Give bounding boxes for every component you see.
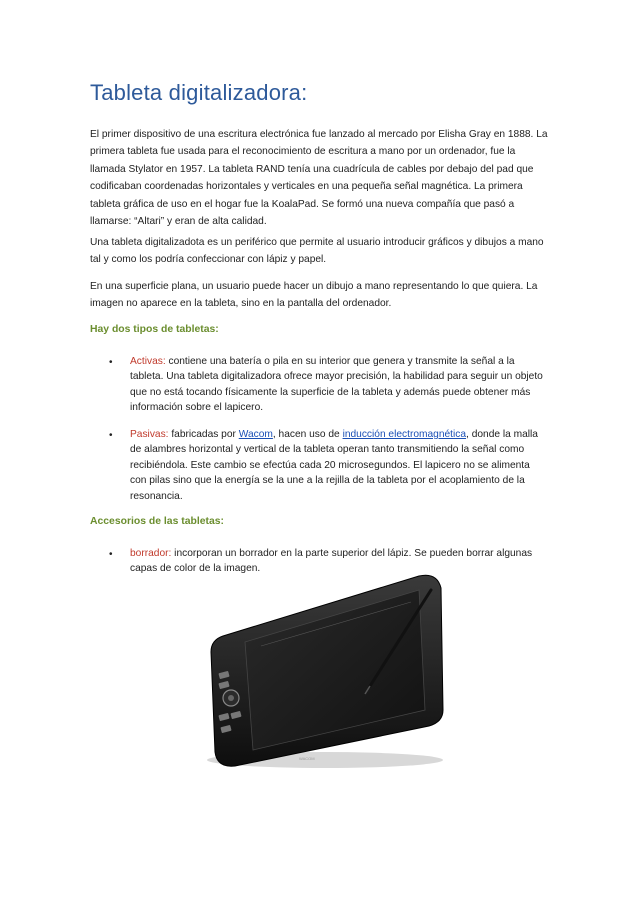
term-activas: Activas: (130, 356, 166, 367)
bullet-icon: • (109, 549, 113, 560)
item-text: contiene una batería o pila en su interior que genera y transmite la señal a la tableta. Una tableta digitalizadora ofrece mayor precisión, la habilidad para seguir un objeto que no está tocando físicamente la superficie de la tableta y además puede obtener más información sobre el lapicero. (130, 356, 543, 414)
paragraph-usage: En una superficie plana, un usuario puede hacer un dibujo a mano representando lo que quiera. La imagen no aparece en la tableta, sino en la pantalla del ordenador. (90, 281, 538, 310)
item-text: incorporan un borrador en la parte superior del lápiz. Se pueden borrar algunas capas de color de la imagen. (130, 548, 533, 575)
section-heading-accessories: Accesorios de las tabletas: (90, 516, 224, 527)
paragraph-definition: Una tableta digitalizadota es un periférico que permite al usuario introducir gráficos y dibujos a mano tal y como los podría confeccionar con lápiz y papel. (90, 237, 544, 266)
term-pasivas: Pasivas: (130, 429, 169, 440)
item-text: , hacen uso de (272, 429, 343, 440)
item-text: fabricadas por (168, 429, 239, 440)
list-item-activas (130, 354, 544, 416)
list-item-pasivas (130, 427, 544, 504)
bullet-icon: • (109, 430, 113, 441)
bullet-icon: • (109, 357, 113, 368)
page-title: Tableta digitalizadora: (90, 80, 308, 105)
section-heading-types: Hay dos tipos de tabletas: (90, 324, 219, 335)
link-induccion-electromagnetica[interactable]: inducción electromagnética (342, 429, 467, 440)
graphics-tablet-image (205, 560, 445, 772)
term-borrador: borrador: (130, 548, 172, 559)
item-text: , donde la malla de alambres horizontal y vertical de la tableta operan tanto transmitiendo la señal como recibiéndola. Este cambio se efectúa cada 20 microsegundos. El lapicero no se alimenta con pilas sino que la energía se la une a la rejilla de la tableta por el acoplamiento de la resonancia. (130, 429, 538, 502)
link-wacom[interactable]: Wacom (238, 429, 273, 440)
paragraph-history: El primer dispositivo de una escritura electrónica fue lanzado al mercado por Elisha Gray en 1888. La primera tableta fue usada para el reconocimiento de escritura a mano por un ordenador, fue la llamada Stylator en 1957. La tableta RAND tenía una cuadrícula de cables por debajo del pad que codificaban coordenadas horizontales y verticales en una pequeña señal magnética. La primera tableta gráfica de uso en el hogar fue la KoalaPad. Se formó una nueva compañía que pasó a llamarse: “Altari” y eran de alta calidad. (90, 129, 548, 228)
tablet-logo: WACOM (299, 756, 315, 761)
